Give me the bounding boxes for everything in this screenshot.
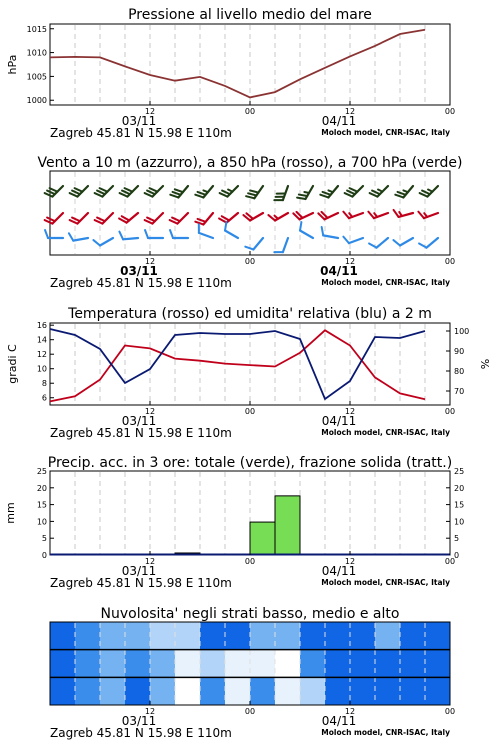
- cloud-cell: [150, 677, 176, 705]
- date-label: 04/11: [321, 114, 357, 128]
- barb-feather: [343, 237, 349, 243]
- wind-barb: [395, 186, 413, 197]
- cloud-cell: [400, 677, 426, 705]
- date-label: 04/11: [321, 714, 357, 728]
- barb-feather: [368, 212, 374, 218]
- y-tick-label: 16: [36, 321, 47, 331]
- chart-title: Temperatura (rosso) ed umidita' relativa (blu) a 2 m: [68, 306, 432, 322]
- wind-barb: [70, 213, 88, 224]
- cloud-cell: [300, 622, 326, 650]
- wind-barb: [70, 186, 88, 197]
- y-axis-label: gradi C: [6, 344, 19, 384]
- wind-barb: [268, 213, 288, 221]
- x-tick-label: 00: [244, 557, 256, 566]
- barb-feather: [45, 220, 53, 224]
- cloud-cell: [375, 622, 401, 650]
- wind-barb: [195, 186, 213, 197]
- wind-barb: [170, 230, 188, 238]
- barb-feather: [248, 193, 256, 195]
- barb-staff: [283, 238, 288, 252]
- model-credit: Moloch model, CNR-ISAC, Italy: [321, 728, 450, 737]
- cloud-cell: [150, 622, 176, 650]
- barb-staff: [349, 238, 363, 243]
- barb-half-feather: [349, 213, 352, 217]
- wind-barb: [219, 213, 238, 223]
- barb-staff: [225, 231, 238, 239]
- date-label: 04/11: [320, 264, 358, 278]
- y-tick-label: 1000: [26, 96, 47, 106]
- wind-barb: [93, 238, 113, 246]
- wind-barb: [300, 222, 313, 238]
- y-tick-label: 1005: [26, 72, 47, 82]
- wind-barb: [393, 238, 413, 246]
- wind-barb: [45, 213, 63, 224]
- wind-barb: [45, 186, 63, 197]
- barb-feather: [97, 191, 105, 195]
- y-tick-label: 20: [454, 483, 465, 493]
- wind-barb: [369, 238, 388, 248]
- cloud-cell: [275, 622, 301, 650]
- y-tick-label: 90: [454, 347, 465, 356]
- barb-feather: [172, 218, 180, 222]
- x-tick-label: 12: [344, 407, 356, 416]
- y-tick-label: 0: [41, 551, 47, 560]
- cloud-cell: [250, 622, 276, 650]
- y-tick-label: 15: [36, 500, 47, 510]
- cloud-cell: [150, 650, 176, 678]
- wind-barb: [370, 186, 388, 197]
- model-credit: Moloch model, CNR-ISAC, Italy: [321, 128, 450, 137]
- cloud-cell: [400, 650, 426, 678]
- barb-half-feather: [203, 190, 207, 192]
- wind-barb: [297, 186, 313, 199]
- cloud-cell: [225, 677, 251, 705]
- barb-feather: [72, 191, 80, 195]
- x-tick-label: 00: [444, 257, 456, 266]
- x-tick-label: 00: [444, 557, 456, 566]
- cloud-cell: [350, 622, 376, 650]
- barb-feather: [347, 191, 355, 195]
- wind-barb: [170, 213, 188, 224]
- barb-feather: [225, 222, 226, 230]
- barb-feather: [47, 191, 55, 195]
- barb-feather: [320, 195, 328, 198]
- wind-barb: [318, 212, 338, 219]
- barb-half-feather: [328, 190, 332, 192]
- x-tick-label: 12: [144, 257, 156, 266]
- barb-feather: [70, 220, 78, 224]
- cloud-cell: [275, 677, 301, 705]
- barb-half-feather: [378, 190, 382, 192]
- barb-feather: [147, 218, 155, 222]
- y-tick-label: 100: [454, 327, 470, 336]
- y-tick-label: 6: [41, 393, 47, 403]
- x-tick-label: 00: [244, 407, 256, 416]
- x-tick-label: 00: [244, 707, 256, 716]
- barb-half-feather: [399, 212, 402, 216]
- location-label: Zagreb 45.81 N 15.98 E 110m: [50, 726, 232, 740]
- barb-feather: [420, 193, 428, 197]
- barb-feather: [170, 195, 178, 198]
- wind-barb: [274, 186, 288, 200]
- date-label: 03/11: [121, 114, 157, 128]
- barb-feather: [418, 212, 424, 218]
- cloud-cell: [325, 622, 351, 650]
- cloud-cell: [400, 622, 426, 650]
- barb-staff: [100, 238, 113, 246]
- y-tick-label: 1015: [26, 24, 47, 34]
- x-tick-label: 00: [444, 107, 456, 116]
- y-tick-label: 12: [36, 350, 47, 360]
- cloud-cell: [100, 622, 126, 650]
- series-line: [50, 30, 425, 98]
- wind-barb: [320, 186, 338, 197]
- barb-feather: [147, 191, 155, 195]
- barb-feather: [72, 218, 80, 222]
- y-axis-label-right: %: [479, 358, 492, 370]
- y-tick-label: 15: [454, 500, 465, 510]
- wind-barb: [343, 237, 363, 243]
- barb-feather: [97, 218, 105, 222]
- cloud-cell: [350, 650, 376, 678]
- x-tick-label: 00: [244, 107, 256, 116]
- cloud-cell: [175, 650, 201, 678]
- wind-barb: [243, 213, 263, 221]
- barb-staff: [253, 238, 263, 249]
- cloud-cell: [300, 677, 326, 705]
- y-axis-label: mm: [4, 502, 17, 524]
- wind-barb: [418, 212, 438, 218]
- barb-feather: [170, 230, 173, 238]
- date-label: 03/11: [120, 264, 158, 278]
- barb-feather: [125, 188, 133, 192]
- barb-half-feather: [304, 192, 309, 193]
- wind-barb: [45, 230, 63, 238]
- barb-feather: [297, 198, 305, 199]
- barb-staff: [77, 213, 88, 224]
- cloud-cell: [425, 650, 451, 678]
- wind-barb: [343, 212, 363, 218]
- barb-feather: [70, 193, 78, 197]
- barb-feather: [150, 188, 158, 192]
- x-tick-label: 12: [144, 557, 156, 566]
- model-credit: Moloch model, CNR-ISAC, Italy: [321, 428, 450, 437]
- cloud-cell: [75, 650, 101, 678]
- barb-staff: [127, 213, 138, 223]
- barb-feather: [45, 230, 48, 238]
- barb-feather: [47, 218, 55, 222]
- barb-feather: [198, 192, 206, 195]
- barb-feather: [122, 191, 130, 195]
- wind-barb: [119, 213, 138, 223]
- cloud-cell: [250, 677, 276, 705]
- y-tick-label: 5: [41, 534, 47, 544]
- y-tick-label: 5: [454, 534, 460, 544]
- cloud-cell: [325, 677, 351, 705]
- barb-feather: [370, 193, 378, 197]
- barb-feather: [145, 193, 153, 197]
- wind-barb: [293, 212, 313, 219]
- cloud-cell: [100, 677, 126, 705]
- x-tick-label: 00: [444, 707, 456, 716]
- cloud-cell: [50, 650, 76, 678]
- location-label: Zagreb 45.81 N 15.98 E 110m: [50, 426, 232, 440]
- x-tick-label: 12: [344, 257, 356, 266]
- date-label: 04/11: [321, 414, 357, 428]
- y-tick-label: 10: [36, 364, 47, 374]
- location-label: Zagreb 45.81 N 15.98 E 110m: [50, 126, 232, 140]
- model-credit: Moloch model, CNR-ISAC, Italy: [321, 578, 450, 587]
- y-tick-label: 25: [454, 467, 465, 476]
- barb-feather: [299, 195, 307, 196]
- barb-staff: [123, 238, 138, 239]
- x-tick-label: 12: [344, 107, 356, 116]
- wind-barb: [274, 238, 288, 252]
- barb-feather: [145, 220, 153, 224]
- barb-feather: [145, 230, 148, 238]
- barb-feather: [250, 190, 258, 192]
- barb-feather: [170, 220, 178, 224]
- barb-feather: [93, 240, 100, 245]
- cloud-cell: [225, 622, 251, 650]
- cloud-cell: [350, 677, 376, 705]
- barb-staff: [427, 238, 438, 248]
- barb-feather: [120, 193, 128, 197]
- barb-feather: [246, 196, 254, 198]
- precip-bar: [275, 496, 300, 555]
- barb-feather: [100, 188, 108, 192]
- cloud-cell: [75, 677, 101, 705]
- barb-feather: [372, 191, 380, 195]
- cloud-cell: [125, 677, 151, 705]
- wind-barb: [322, 227, 338, 238]
- x-tick-label: 12: [344, 707, 356, 716]
- x-tick-label: 12: [144, 107, 156, 116]
- x-tick-label: 00: [244, 257, 256, 266]
- cloud-cell: [425, 622, 451, 650]
- cloud-cell: [425, 677, 451, 705]
- cloud-cell: [275, 650, 301, 678]
- barb-feather: [393, 240, 400, 245]
- wind-barb: [420, 186, 438, 197]
- barb-feather: [45, 193, 53, 197]
- barb-feather: [300, 222, 301, 230]
- y-tick-label: 70: [454, 387, 465, 396]
- cloud-cell: [225, 650, 251, 678]
- y-tick-label: 14: [36, 335, 47, 345]
- barb-staff: [152, 213, 163, 224]
- y-tick-label: 20: [36, 483, 47, 493]
- cloud-cell: [125, 650, 151, 678]
- cloud-cell: [175, 622, 201, 650]
- barb-staff: [102, 213, 113, 224]
- chart-title: Nuvolosita' negli strati basso, medio e alto: [100, 606, 400, 622]
- barb-feather: [323, 192, 331, 195]
- wind-barb: [419, 238, 438, 248]
- location-label: Zagreb 45.81 N 15.98 E 110m: [50, 576, 232, 590]
- cloud-cell: [125, 622, 151, 650]
- wind-barb: [225, 222, 238, 238]
- barb-feather: [75, 188, 83, 192]
- barb-feather: [198, 219, 206, 222]
- date-label: 04/11: [321, 564, 357, 578]
- location-label: Zagreb 45.81 N 15.98 E 110m: [50, 276, 232, 290]
- precip-bar: [250, 522, 275, 555]
- x-tick-label: 12: [144, 407, 156, 416]
- date-label: 03/11: [121, 564, 157, 578]
- barb-feather: [395, 195, 403, 198]
- barb-staff: [199, 233, 213, 238]
- barb-half-feather: [403, 190, 407, 192]
- y-tick-label: 10: [36, 517, 47, 527]
- cloud-cell: [250, 650, 276, 678]
- barb-half-feather: [428, 190, 432, 192]
- cloud-cell: [200, 650, 226, 678]
- chart-title: Vento a 10 m (azzurro), a 850 hPa (rosso), a 700 hPa (verde): [37, 155, 463, 171]
- barb-feather: [222, 191, 230, 195]
- wind-barb: [145, 230, 163, 238]
- barb-half-feather: [424, 213, 427, 217]
- wind-barb: [368, 212, 388, 218]
- barb-staff: [227, 213, 238, 223]
- cloud-cell: [200, 677, 226, 705]
- cloud-cell: [75, 622, 101, 650]
- barb-staff: [203, 213, 213, 224]
- barb-feather: [173, 192, 181, 195]
- barb-feather: [95, 220, 103, 224]
- y-tick-label: 10: [454, 517, 465, 527]
- barb-feather: [50, 188, 58, 192]
- barb-staff: [377, 238, 388, 248]
- wind-barb: [95, 186, 113, 197]
- cloud-cell: [325, 650, 351, 678]
- wind-barb: [95, 213, 113, 224]
- barb-feather: [175, 189, 183, 192]
- date-label: 03/11: [121, 414, 157, 428]
- cloud-cell: [50, 622, 76, 650]
- y-tick-label: 25: [36, 467, 47, 476]
- barb-staff: [300, 231, 313, 239]
- x-tick-label: 12: [144, 707, 156, 716]
- wind-barb: [145, 213, 163, 224]
- wind-barb: [246, 186, 263, 198]
- y-tick-label: 80: [454, 367, 465, 376]
- chart-title: Pressione al livello medio del mare: [128, 7, 372, 23]
- cloud-cell: [300, 650, 326, 678]
- x-tick-label: 00: [444, 407, 456, 416]
- cloud-cell: [200, 622, 226, 650]
- y-tick-label: 0: [454, 551, 460, 560]
- barb-feather: [350, 188, 358, 192]
- chart-title: Precip. acc. in 3 ore: totale (verde), frazione solida (tratt.): [47, 455, 453, 471]
- cloud-cell: [50, 677, 76, 705]
- barb-feather: [119, 232, 123, 240]
- barb-feather: [345, 193, 353, 197]
- model-credit: Moloch model, CNR-ISAC, Italy: [321, 278, 450, 287]
- x-tick-label: 12: [344, 557, 356, 566]
- wind-barb: [145, 186, 163, 197]
- date-label: 03/11: [121, 714, 157, 728]
- barb-staff: [177, 213, 188, 224]
- cloud-cell: [100, 650, 126, 678]
- barb-feather: [95, 193, 103, 197]
- barb-feather: [245, 247, 253, 250]
- series-line: [50, 330, 425, 401]
- y-tick-label: 1010: [26, 48, 47, 58]
- barb-feather: [422, 191, 430, 195]
- wind-barb: [170, 186, 188, 197]
- cloud-cell: [175, 677, 201, 705]
- wind-barb: [119, 232, 138, 240]
- wind-barb: [245, 238, 263, 249]
- barb-half-feather: [228, 190, 232, 192]
- barb-feather: [220, 193, 228, 197]
- wind-barb: [345, 186, 363, 197]
- wind-barb: [199, 224, 213, 238]
- wind-barb: [69, 233, 88, 240]
- cloud-cell: [375, 650, 401, 678]
- barb-feather: [394, 210, 399, 217]
- y-tick-label: 8: [41, 379, 47, 389]
- barb-feather: [195, 195, 203, 198]
- y-axis-label: hPa: [6, 54, 19, 75]
- wind-barb: [394, 210, 413, 217]
- barb-feather: [322, 227, 324, 235]
- barb-staff: [400, 238, 413, 246]
- barb-feather: [69, 233, 73, 240]
- barb-feather: [398, 192, 406, 195]
- barb-staff: [52, 213, 63, 224]
- wind-barb: [120, 186, 138, 197]
- cloud-cell: [375, 677, 401, 705]
- barb-feather: [343, 212, 349, 218]
- wind-barb: [220, 186, 238, 197]
- barb-half-feather: [374, 213, 377, 217]
- wind-barb: [195, 213, 213, 224]
